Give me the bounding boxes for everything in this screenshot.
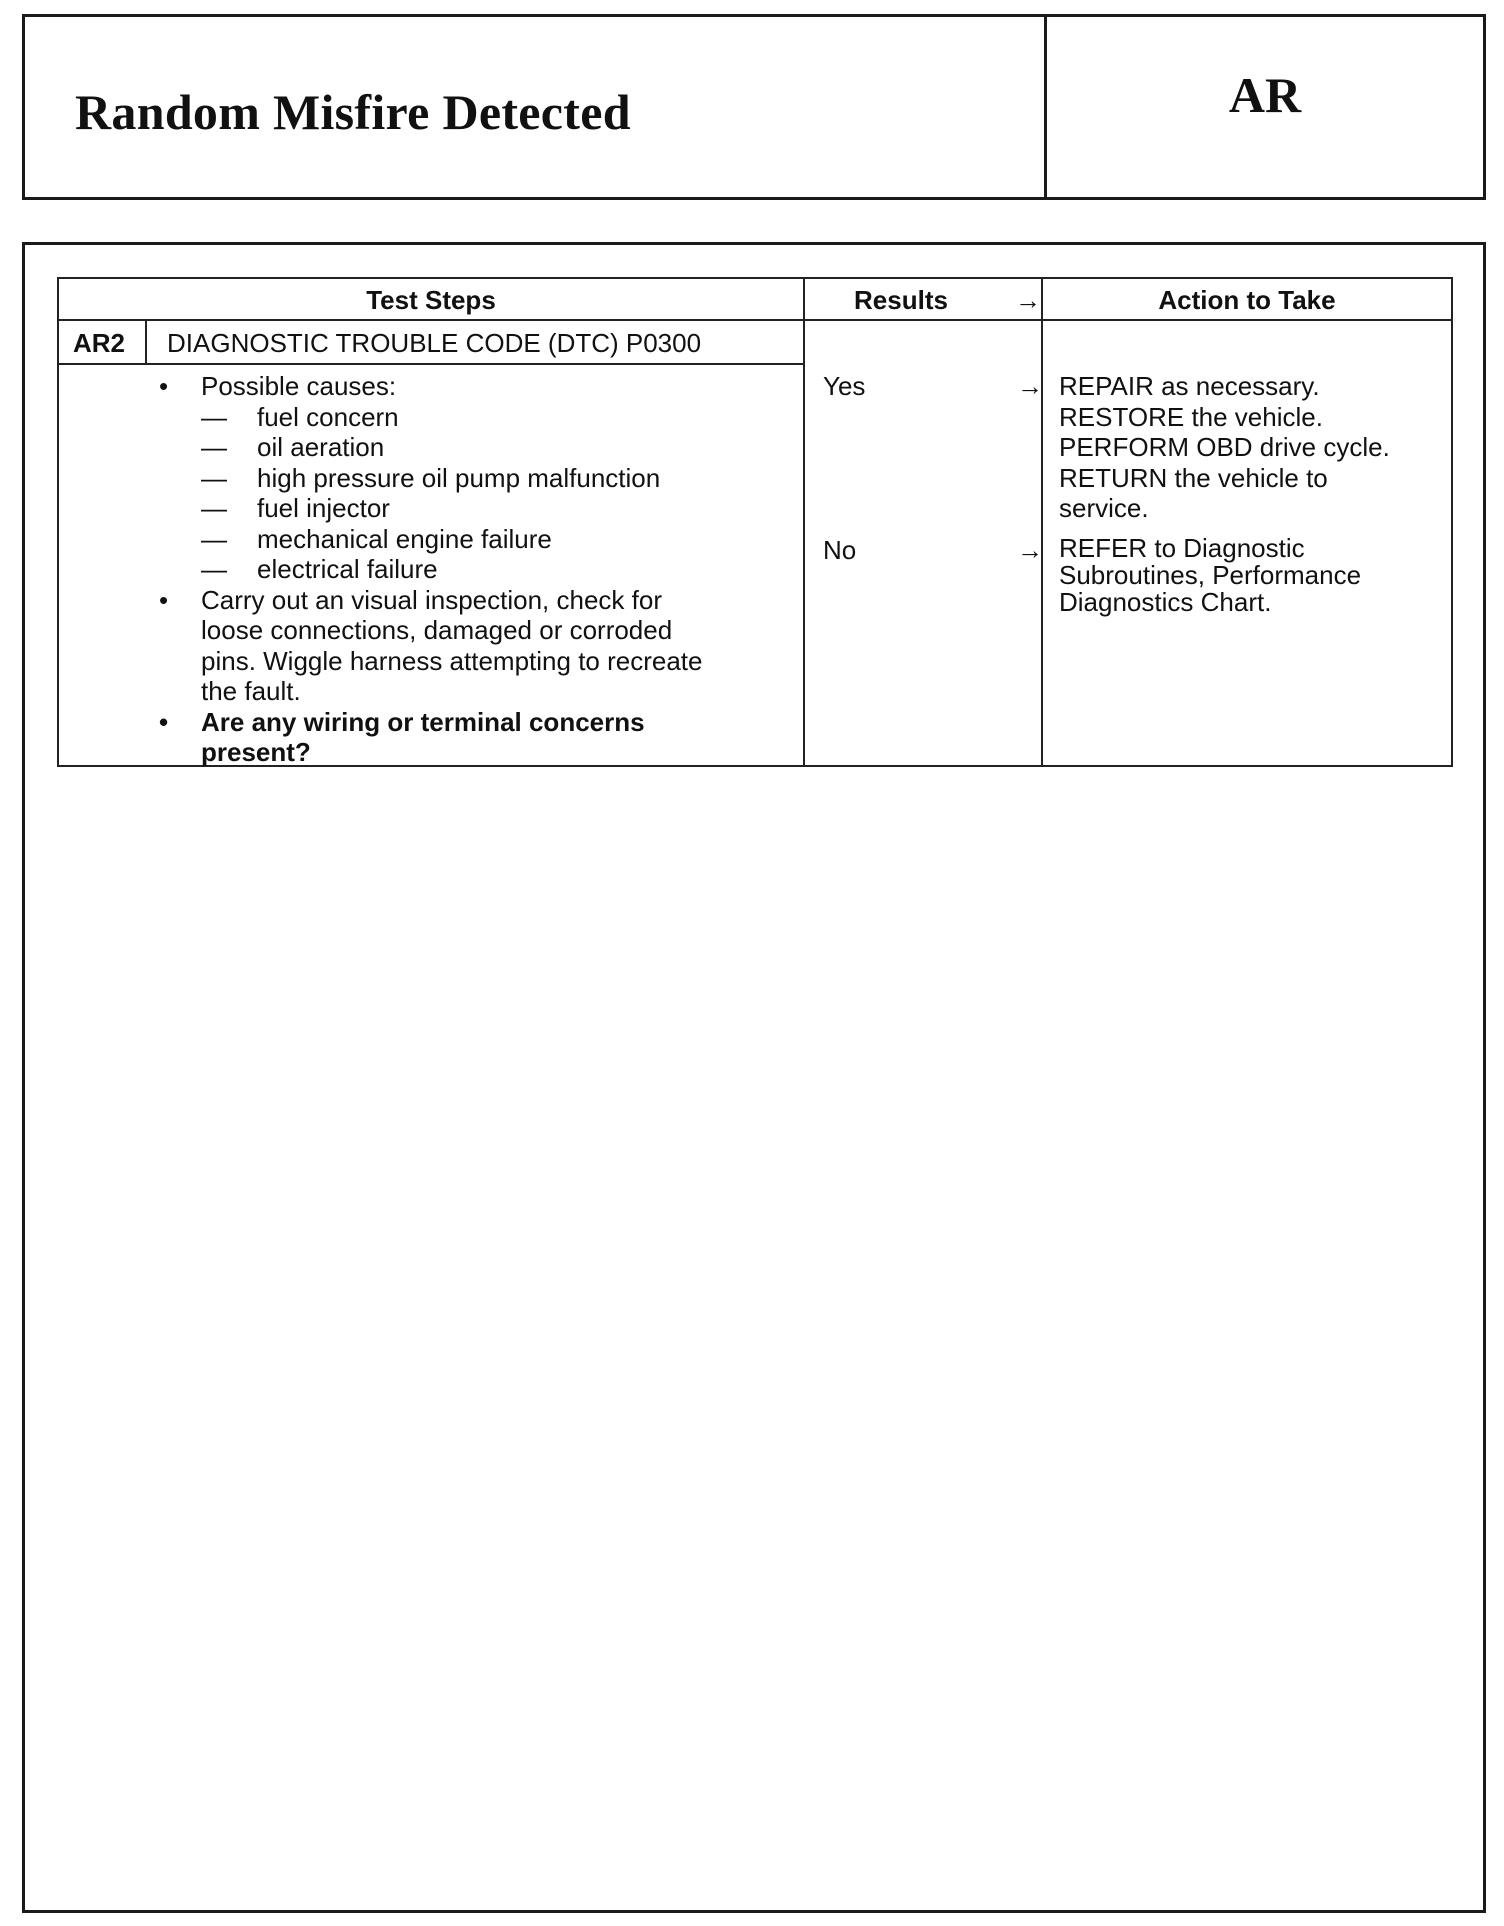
- sub-list-item: [201, 402, 795, 433]
- action-line: RESTORE the vehicle.: [1059, 401, 1323, 432]
- column-header-results: [805, 279, 1041, 321]
- list-item: [155, 707, 795, 768]
- bullet-line: loose connections, damaged or corroded: [201, 615, 673, 645]
- page-title: Random Misfire Detected: [75, 84, 631, 140]
- sub-item-text: oil aeration: [257, 432, 385, 462]
- action-line: RETURN the vehicle to: [1059, 462, 1328, 493]
- dash-icon: —: [201, 554, 227, 584]
- result-yes: Yes: [823, 371, 866, 401]
- page-header: [22, 14, 1486, 200]
- action-no: [1059, 535, 1449, 616]
- list-item: [155, 371, 795, 585]
- result-yes-arrow-icon: →: [1017, 371, 1043, 401]
- result-no-arrow-icon: →: [1017, 535, 1043, 565]
- result-no: No: [823, 535, 857, 565]
- sub-list-item: [201, 554, 795, 585]
- list-item: [155, 585, 795, 707]
- sub-item-text: mechanical engine failure: [257, 523, 552, 554]
- diagnostic-table: [57, 277, 1453, 767]
- bullet-line: Carry out an visual inspection, check for: [201, 584, 662, 615]
- sub-list-item: [201, 524, 795, 555]
- step-row-divider: [59, 363, 803, 365]
- column-divider-action: [1041, 279, 1043, 765]
- bullet-icon: •: [159, 706, 169, 737]
- sub-list-item: [201, 493, 795, 524]
- sub-list-item: [201, 463, 795, 494]
- action-yes: [1059, 371, 1449, 524]
- sub-item-text: high pressure oil pump malfunction: [257, 462, 661, 493]
- sub-item-text: fuel concern: [257, 401, 399, 432]
- bullet-text: Possible causes:: [201, 371, 397, 401]
- section-code-text: AR: [1228, 67, 1302, 123]
- step-id-divider: [145, 319, 147, 363]
- column-header-results-label: Results: [854, 284, 948, 315]
- dash-icon: —: [201, 493, 227, 523]
- step-title: DIAGNOSTIC TROUBLE CODE (DTC) P0300: [167, 328, 702, 358]
- action-line: REFER to Diagnostic: [1059, 533, 1305, 563]
- bullet-line: the fault.: [201, 676, 301, 706]
- sub-item-text: electrical failure: [257, 554, 438, 584]
- action-line: Subroutines, Performance: [1059, 560, 1362, 590]
- action-line: service.: [1059, 493, 1149, 523]
- test-step-instructions: [155, 371, 795, 768]
- dash-icon: —: [201, 432, 227, 462]
- bullet-icon: •: [159, 584, 169, 615]
- bullet-icon: •: [159, 371, 169, 401]
- dash-icon: —: [201, 462, 227, 493]
- step-id: AR2: [73, 328, 126, 358]
- section-code: [1047, 17, 1483, 203]
- dash-icon: —: [201, 523, 227, 554]
- sub-item-text: fuel injector: [257, 493, 390, 523]
- dash-icon: —: [201, 401, 227, 432]
- column-header-test-steps: Test Steps: [366, 284, 496, 315]
- bullet-line: pins. Wiggle harness attempting to recreate: [201, 645, 703, 676]
- sub-list-item: [201, 432, 795, 463]
- results-arrow-icon: →: [1015, 284, 1041, 315]
- question-line: Are any wiring or terminal concerns: [201, 706, 645, 737]
- action-line: REPAIR as necessary.: [1059, 371, 1320, 401]
- question-line: present?: [201, 737, 311, 767]
- action-line: PERFORM OBD drive cycle.: [1059, 432, 1390, 462]
- action-line: Diagnostics Chart.: [1059, 587, 1272, 617]
- content-panel: [22, 242, 1486, 1913]
- column-divider-results: [803, 279, 805, 765]
- column-header-action: Action to Take: [1158, 284, 1336, 315]
